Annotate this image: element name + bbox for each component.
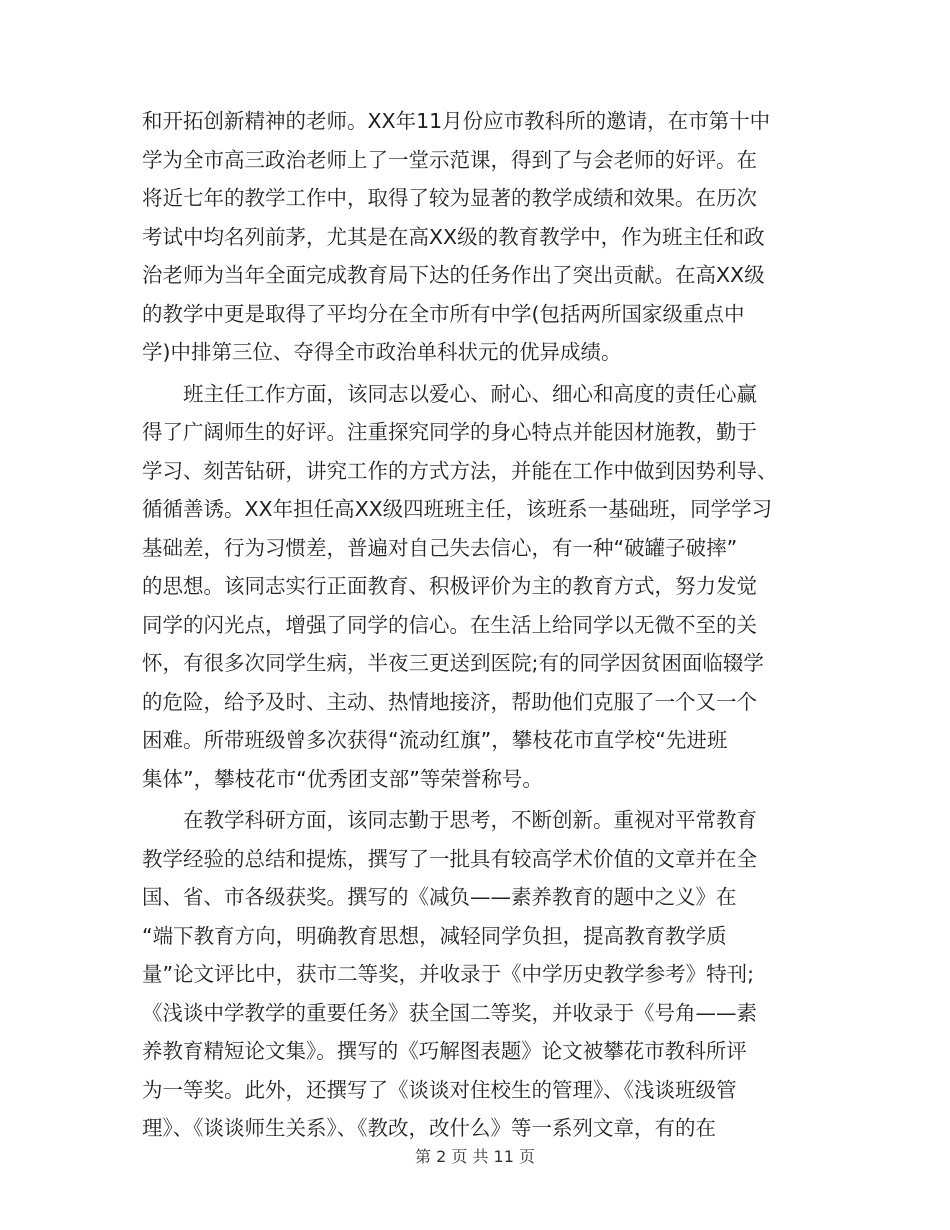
text-line: 学为全市高三政治老师上了一堂示范课，得到了与会老师的好评。在 [142,147,757,172]
text-line: 和开拓创新精神的老师。XX年11月份应市教科所的邀请，在市第十中 [142,109,771,133]
text-line: 循循善诱。XX年担任高XX级四班班主任，该班系一基础班，同学学习 [142,497,773,521]
text-line: 集体”，攀枝花市“优秀团支部”等荣誉称号。 [142,766,543,791]
text-line: “端下教育方向，明确教育思想，减轻同学负担，提高教育教学质 [142,923,727,948]
text-line: 学习、刻苦钻研，讲究工作的方式方法，并能在工作中做到因势利导、 [142,458,778,483]
text-line: 养教育精短论文集》。撰写的《巧解图表题》论文被攀花市教科所评 [142,1039,747,1063]
text-line: 国、省、市各级获奖。撰写的《减负——素养教育的题中之义》在 [142,885,737,909]
text-line: 在教学科研方面，该同志勤于思考，不断创新。重视对平常教育 [183,808,757,832]
text-line: 基础差，行为习惯差，普遍对自己失去信心，有一种“破罐子破摔” [142,535,738,560]
text-line: 为一等奖。此外，还撰写了《谈谈对住校生的管理》、《浅谈班级管 [142,1077,737,1102]
text-line: 学)中排第三位、夺得全市政治单科状元的优异成绩。 [142,340,622,364]
text-line: 怀，有很多次同学生病，半夜三更送到医院;有的同学因贫困面临辍学 [142,651,764,675]
paragraph-3 [142,801,812,1148]
page-number-footer: 第 2 页 共 11 页 [415,1147,535,1166]
text-line: 《浅谈中学教学的重要任务》获全国二等奖，并收录于《号角——素 [142,1000,757,1025]
text-line: 将近七年的教学工作中，取得了较为显著的教学成绩和效果。在历次 [142,186,757,210]
text-line: 的思想。该同志实行正面教育、积极评价为主的教育方式，努力发觉 [142,574,757,598]
text-line: 班主任工作方面，该同志以爱心、耐心、细心和高度的责任心赢 [183,381,757,406]
text-line: 的教学中更是取得了平均分在全市所有中学(包括两所国家级重点中 [142,301,745,326]
text-line: 困难。所带班级曾多次获得“流动红旗”，攀枝花市直学校“先进班 [142,728,728,752]
text-line: 的危险，给予及时、主动、热情地接济，帮助他们克服了一个又一个 [142,689,757,714]
paragraph-1 [142,102,812,372]
text-line: 量”论文评比中，获市二等奖，并收录于《中学历史教学参考》特刊; [142,962,755,986]
text-line: 考试中均名列前茅，尤其是在高XX级的教育教学中，作为班主任和政 [142,224,765,249]
text-line: 治老师为当年全面完成教育局下达的任务作出了突出贡献。在高XX级 [142,263,765,287]
text-line: 理》、《谈谈师生关系》、《教改，改什么》等一系列文章，有的在 [142,1116,716,1140]
body-text [142,102,812,1148]
text-line: 同学的闪光点，增强了同学的信心。在生活上给同学以无微不至的关 [142,612,757,637]
text-line: 教学经验的总结和提炼，撰写了一批具有较高学术价值的文章并在全 [142,846,757,871]
text-line: 得了广阔师生的好评。注重探究同学的身心特点并能因材施教，勤于 [142,420,757,444]
paragraph-2 [142,375,812,799]
